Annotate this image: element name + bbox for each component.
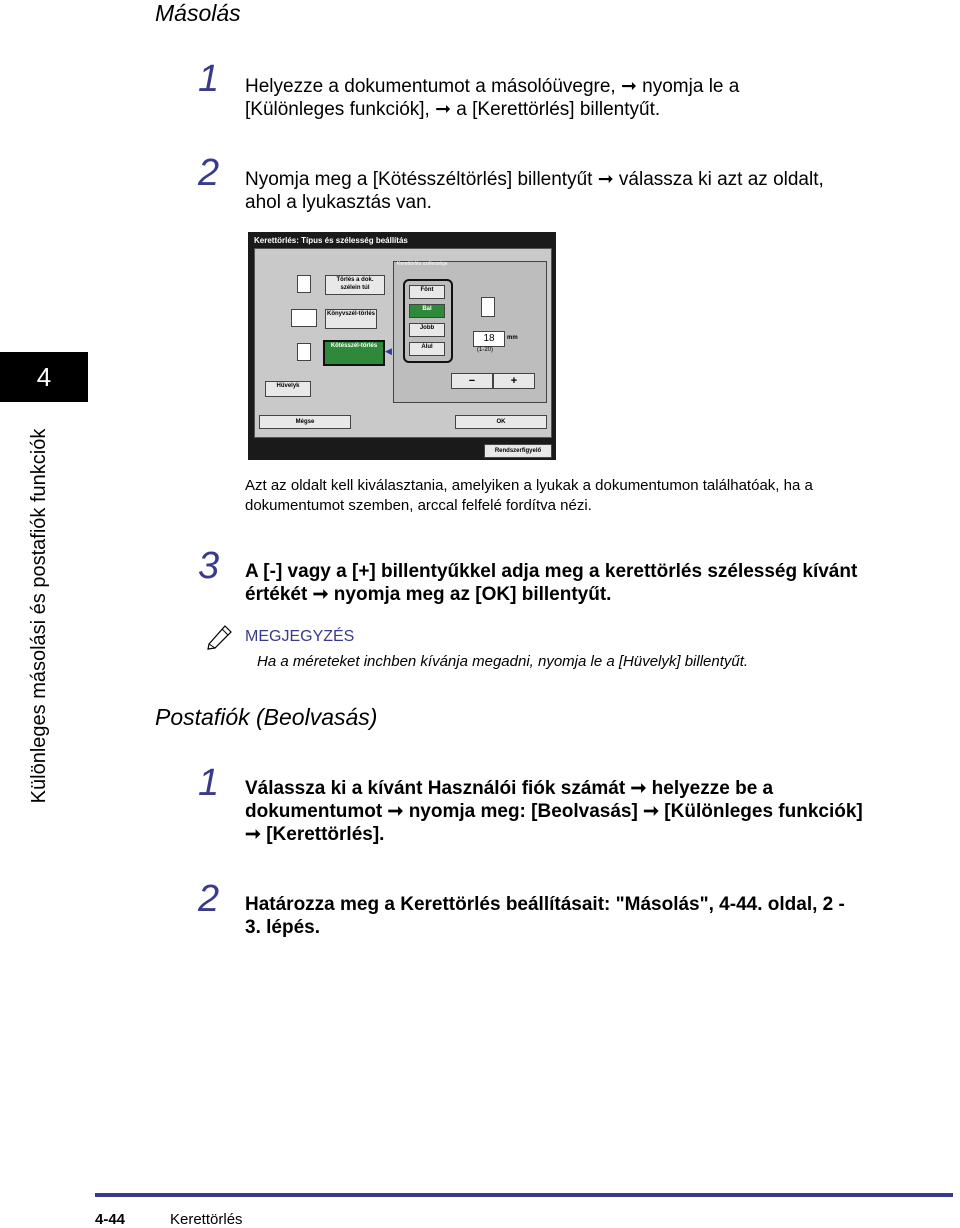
chapter-number: 4: [0, 352, 88, 402]
ok-button[interactable]: OK: [455, 415, 547, 429]
pointer-icon: ◀: [385, 346, 392, 356]
step-line: értékét ➞ nyomja meg az [OK] billentyűt.: [245, 584, 612, 605]
top-button[interactable]: Fönt: [409, 285, 445, 299]
step-line: Nyomja meg a [Kötésszéltörlés] billentyűt ➞ válassza ki azt az oldalt,: [245, 169, 824, 190]
book-erase-button[interactable]: Könyvszél-törlés: [325, 309, 377, 329]
step-number: 1: [198, 762, 220, 804]
page-icon: [297, 275, 311, 293]
step-text: [245, 777, 863, 846]
footer-divider: [95, 1193, 953, 1197]
step-line: 3. lépés.: [245, 917, 320, 938]
explanation-line: dokumentumot szemben, arccal felfelé fordítva nézi.: [245, 497, 592, 514]
chapter-side-text: Különleges másolási és postafiók funkciók: [28, 428, 50, 804]
group-label: Kerettörlés szélessége: [397, 261, 448, 267]
step-line: Válassza ki a kívánt Használói fiók számát ➞ helyezze be a: [245, 778, 774, 799]
screen-panel: [254, 248, 552, 438]
document-preview-icon: [481, 297, 495, 317]
step-line: [Különleges funkciók], ➞ a [Kerettörlés] billentyűt.: [245, 99, 661, 120]
step-line: Határozza meg a Kerettörlés beállításait: "Másolás", 4-44. oldal, 2 -: [245, 894, 845, 915]
range-label: (1-20): [477, 347, 494, 353]
unit-label: mm: [507, 335, 518, 341]
step-number: 1: [198, 58, 220, 100]
device-screen: [248, 232, 556, 460]
book-icon: [291, 309, 317, 327]
binding-erase-button[interactable]: Kötésszél-törlés: [323, 340, 385, 366]
system-monitor-button[interactable]: Rendszerfigyelő: [484, 444, 552, 458]
step-number: 2: [198, 152, 220, 194]
page-icon: [297, 343, 311, 361]
minus-button[interactable]: −: [451, 373, 493, 389]
right-button[interactable]: Jobb: [409, 323, 445, 337]
note-text: Ha a méreteket inchben kívánja megadni, nyomja le a [Hüvelyk] billentyűt.: [257, 653, 749, 670]
step-text: [245, 75, 739, 121]
chapter-side-label: [26, 406, 62, 826]
bottom-button[interactable]: Alul: [409, 342, 445, 356]
pencil-note-icon: [205, 622, 235, 650]
step-line: ➞ [Kerettörlés].: [245, 824, 385, 845]
explanation-line: Azt az oldalt kell kiválasztania, amelyiken a lyukak a dokumentumon találhatóak, ha a: [245, 477, 813, 494]
step-line: dokumentumot ➞ nyomja meg: [Beolvasás] ➞ [Különleges funkciók]: [245, 801, 863, 822]
page-number: 4-44: [95, 1211, 126, 1228]
step-text: [245, 560, 857, 606]
step-line: A [-] vagy a [+] billentyűkkel adja meg a kerettörlés szélesség kívánt: [245, 561, 858, 582]
step-line: Helyezze a dokumentumot a másolóüvegre, ➞ nyomja le a: [245, 76, 740, 97]
section-title-masolas: Másolás: [155, 0, 241, 26]
step-line: ahol a lyukasztás van.: [245, 192, 432, 213]
screen-title: Kerettörlés: Típus és szélesség beállítás: [254, 236, 408, 245]
cancel-button[interactable]: Mégse: [259, 415, 351, 429]
section-title-postafiok: Postafiók (Beolvasás): [155, 704, 378, 730]
step-number: 3: [198, 545, 220, 587]
step-text: [245, 893, 845, 939]
left-button[interactable]: Bal: [409, 304, 445, 318]
step-number: 2: [198, 878, 220, 920]
footer-label: Kerettörlés: [170, 1211, 243, 1228]
step-text: [245, 168, 824, 214]
note-heading: MEGJEGYZÉS: [245, 628, 355, 645]
explanation-text: [245, 476, 813, 516]
width-value-field[interactable]: 18: [473, 331, 505, 347]
frame-erase-button[interactable]: Törlés a dok. szélein túl: [325, 275, 385, 295]
inch-button[interactable]: Hüvelyk: [265, 381, 311, 397]
plus-button[interactable]: +: [493, 373, 535, 389]
